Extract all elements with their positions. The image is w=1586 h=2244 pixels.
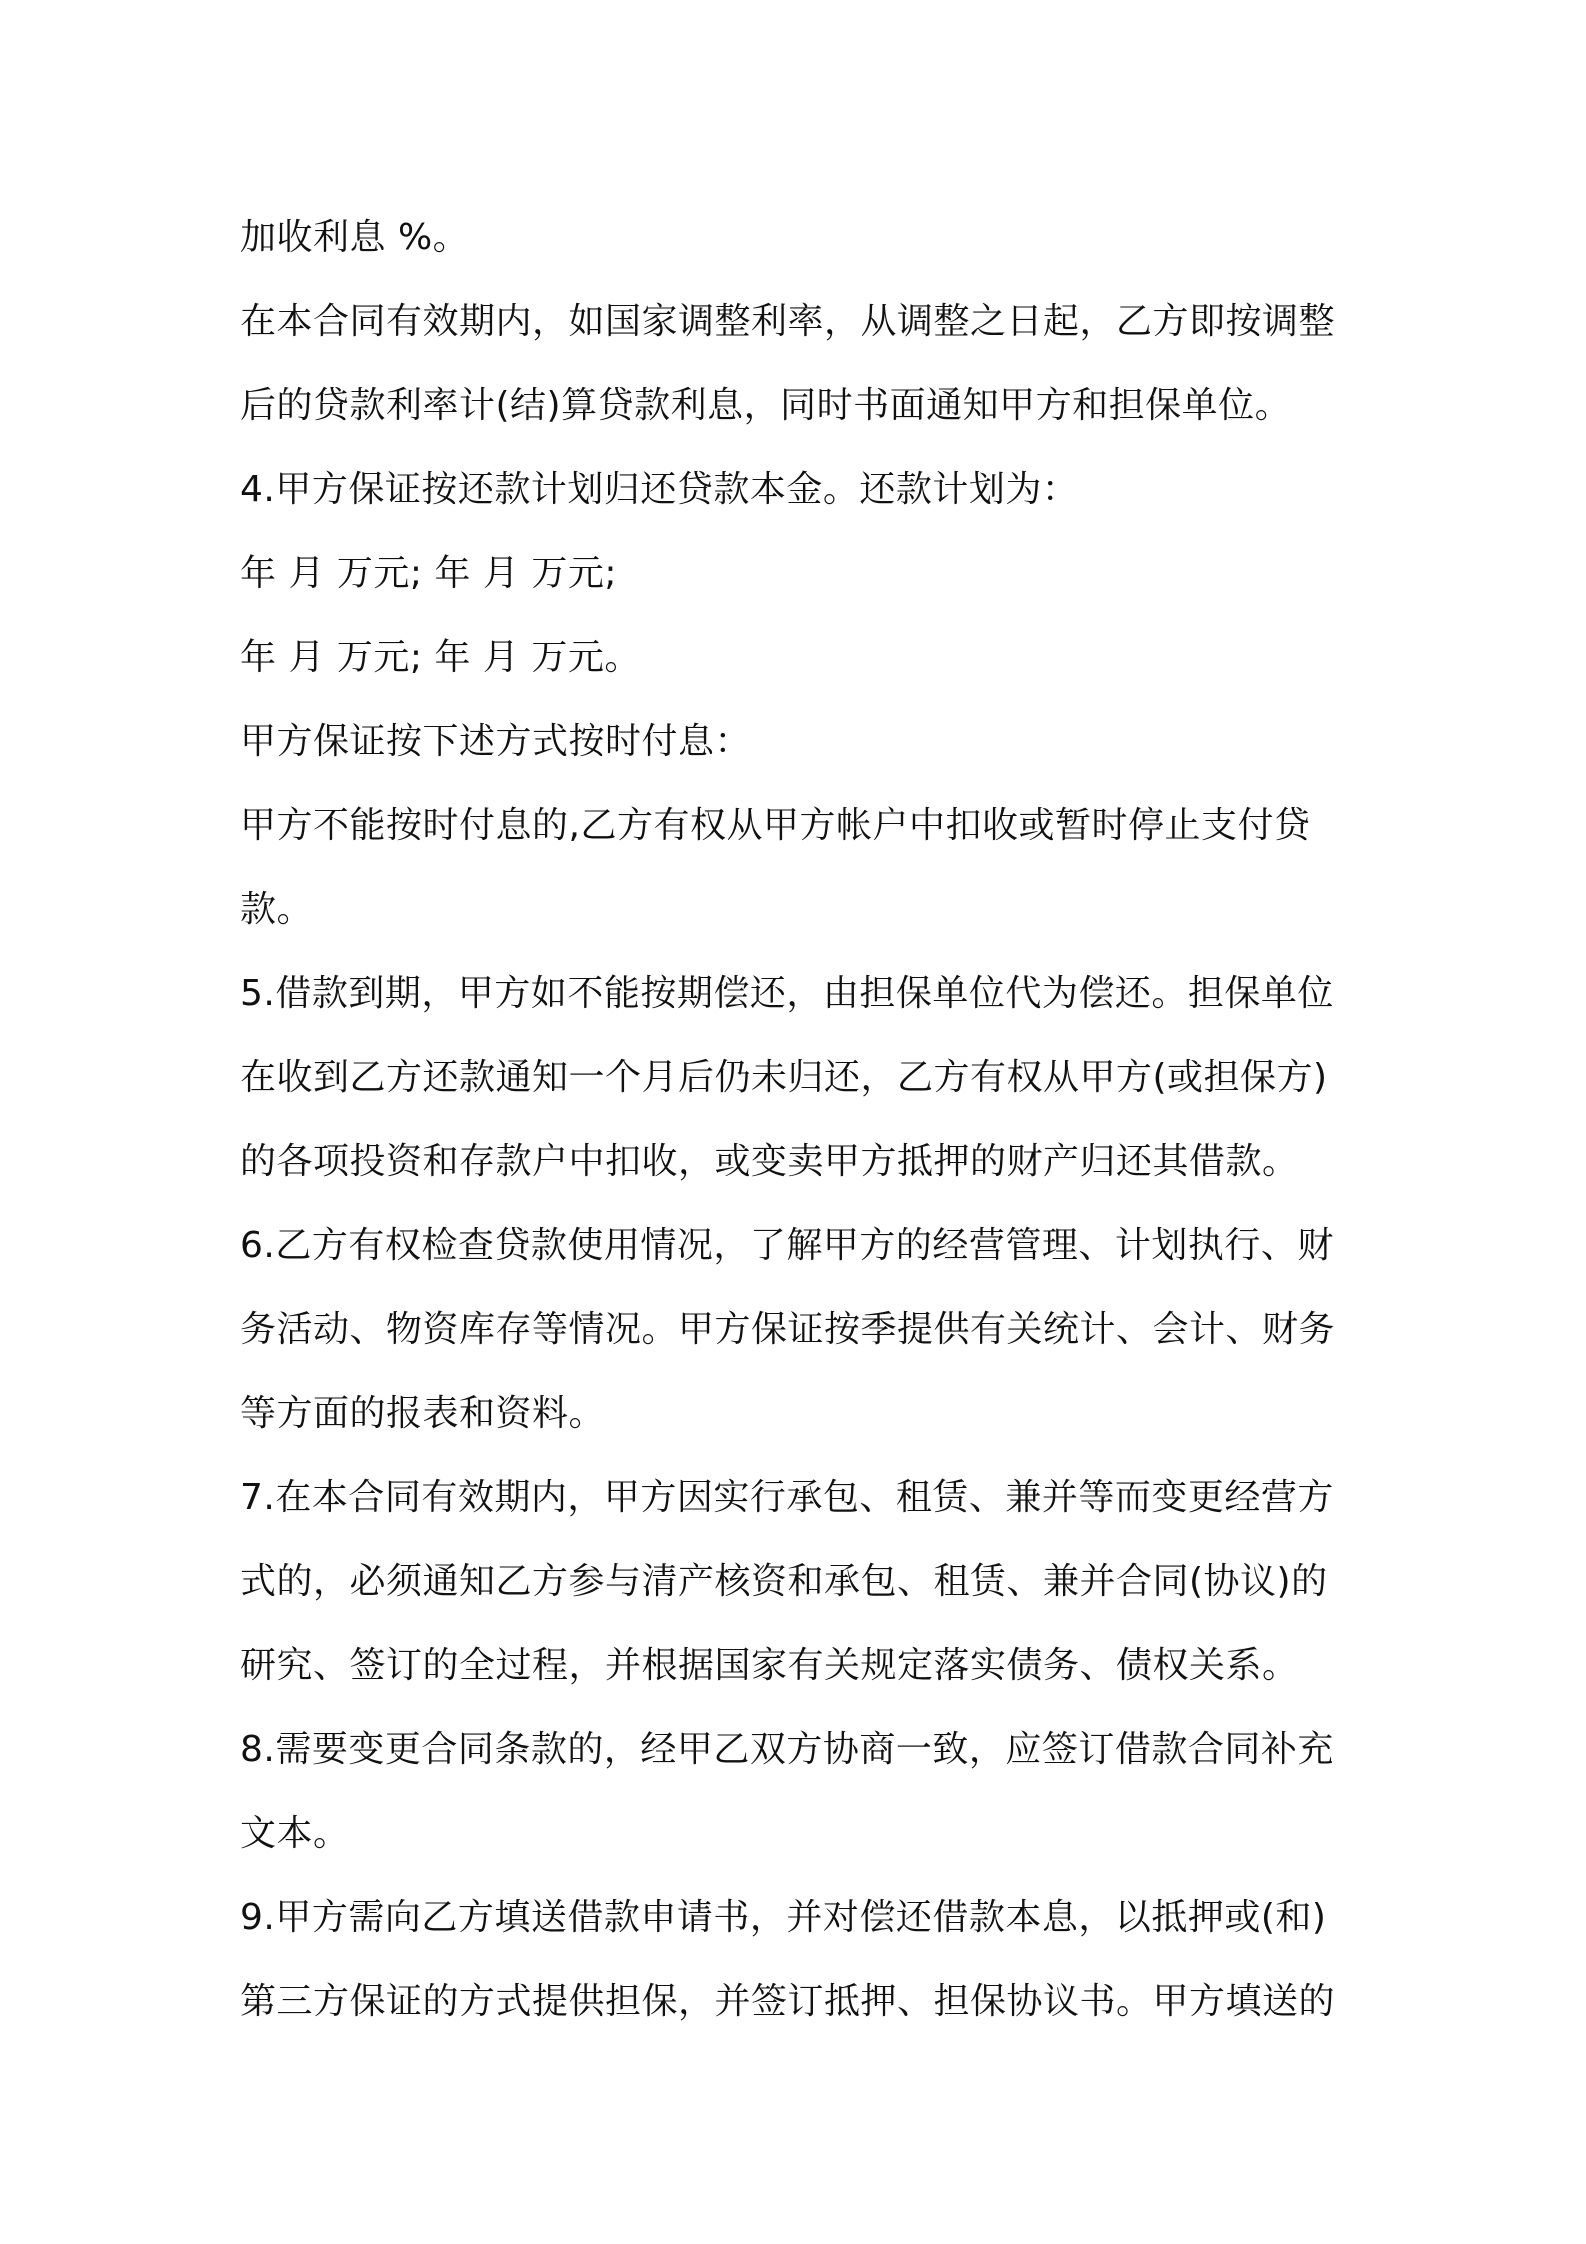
text-line: 文本。 <box>240 1813 350 1854</box>
text-line: 7.在本合同有效期内，甲方因实行承包、租赁、兼并等而变更经营方 <box>240 1477 1334 1518</box>
text-line: 9.甲方需向乙方填送借款申请书，并对偿还借款本息，以抵押或(和) <box>240 1897 1327 1938</box>
text-line: 款。 <box>240 889 314 930</box>
text-line: 年 月 万元; 年 月 万元。 <box>240 637 641 678</box>
text-line: 在本合同有效期内，如国家调整利率，从调整之日起，乙方即按调整 <box>240 301 1336 342</box>
text-line: 的各项投资和存款户中扣收，或变卖甲方抵押的财产归还其借款。 <box>240 1141 1299 1182</box>
text-line: 加收利息 %。 <box>240 217 470 258</box>
text-line: 等方面的报表和资料。 <box>240 1393 606 1434</box>
text-line: 年 月 万元; 年 月 万元; <box>240 553 617 594</box>
text-line: 第三方保证的方式提供担保，并签订抵押、担保协议书。甲方填送的 <box>240 1981 1336 2022</box>
text-line: 研究、签订的全过程，并根据国家有关规定落实债务、债权关系。 <box>240 1645 1299 1686</box>
text-line: 8.需要变更合同条款的，经甲乙双方协商一致，应签订借款合同补充 <box>240 1729 1334 1770</box>
text-line: 在收到乙方还款通知一个月后仍未归还，乙方有权从甲方(或担保方) <box>240 1057 1328 1098</box>
text-line: 甲方保证按下述方式按时付息： <box>240 721 752 762</box>
text-line: 4.甲方保证按还款计划归还贷款本金。还款计划为： <box>240 469 1079 510</box>
text-line: 后的贷款利率计(结)算贷款利息，同时书面通知甲方和担保单位。 <box>240 385 1292 426</box>
text-line: 6.乙方有权检查贷款使用情况，了解甲方的经营管理、计划执行、财 <box>240 1225 1334 1266</box>
text-line: 5.借款到期，甲方如不能按期偿还，由担保单位代为偿还。担保单位 <box>240 973 1334 1014</box>
text-line: 甲方不能按时付息的,乙方有权从甲方帐户中扣收或暂时停止支付贷 <box>240 805 1311 846</box>
text-line: 式的，必须通知乙方参与清产核资和承包、租赁、兼并合同(协议)的 <box>240 1561 1328 1602</box>
text-line: 务活动、物资库存等情况。甲方保证按季提供有关统计、会计、财务 <box>240 1309 1336 1350</box>
document-body <box>240 196 1360 2044</box>
